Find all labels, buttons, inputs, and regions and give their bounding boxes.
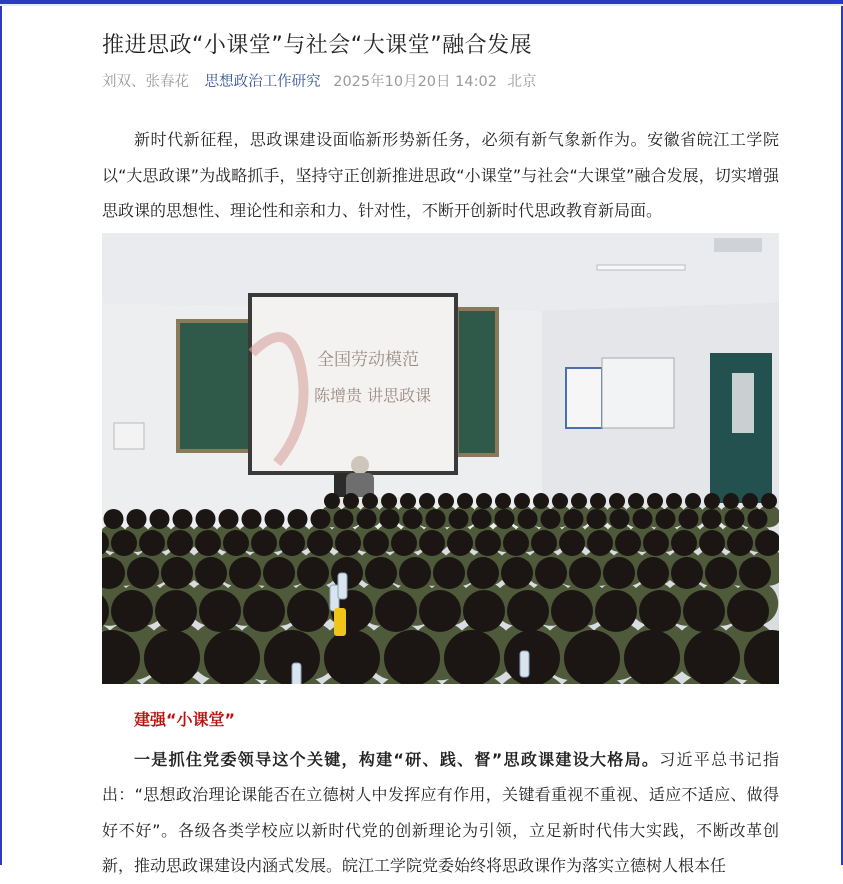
article	[102, 24, 779, 884]
student-head	[569, 557, 601, 589]
student-head	[699, 530, 725, 556]
student-head	[384, 630, 440, 684]
student-head	[173, 509, 193, 529]
projector	[714, 238, 762, 252]
student-head	[324, 630, 380, 684]
student-head	[705, 557, 737, 589]
student-head	[263, 557, 295, 589]
student-head	[365, 557, 397, 589]
student-head	[111, 590, 153, 632]
article-datetime: 2025年10月20日 14:02	[333, 74, 497, 90]
student-head	[564, 630, 620, 684]
student-head	[725, 509, 745, 529]
student-head	[552, 493, 568, 509]
student-head	[656, 509, 676, 529]
lecture-hall-photo	[102, 233, 779, 684]
student-head	[363, 530, 389, 556]
student-head	[495, 509, 515, 529]
student-head	[504, 630, 560, 684]
student-head	[204, 630, 260, 684]
student-head	[144, 630, 200, 684]
student-head	[684, 630, 740, 684]
student-head	[609, 493, 625, 509]
projector-screen	[252, 297, 454, 471]
audience	[102, 493, 779, 684]
student-head	[559, 530, 585, 556]
student-head	[195, 530, 221, 556]
student-head	[541, 509, 561, 529]
student-head	[279, 530, 305, 556]
student-head	[219, 509, 239, 529]
student-head	[457, 493, 473, 509]
student-head	[357, 509, 377, 529]
student-head	[501, 557, 533, 589]
student-head	[476, 493, 492, 509]
student-head	[761, 493, 777, 509]
student-head	[127, 509, 147, 529]
student-head	[610, 509, 630, 529]
top-divider	[0, 4, 843, 6]
student-head	[551, 590, 593, 632]
student-head	[403, 509, 423, 529]
student-head	[739, 557, 771, 589]
student-head	[531, 530, 557, 556]
notice-board-1	[566, 368, 602, 428]
student-head	[447, 530, 473, 556]
student-head	[671, 557, 703, 589]
article-authors: 刘双、张春花	[102, 74, 189, 90]
student-head	[167, 530, 193, 556]
student-head	[495, 493, 511, 509]
student-head	[727, 590, 769, 632]
ceiling-lamp	[597, 265, 685, 270]
student-head	[587, 509, 607, 529]
student-head	[199, 590, 241, 632]
student-head	[628, 493, 644, 509]
student-head	[297, 557, 329, 589]
student-head	[343, 493, 359, 509]
student-head	[727, 530, 753, 556]
student-head	[647, 493, 663, 509]
student-head	[287, 590, 329, 632]
student-head	[335, 530, 361, 556]
student-head	[503, 530, 529, 556]
water-bottle	[292, 663, 301, 684]
student-head	[748, 509, 768, 529]
student-head	[633, 509, 653, 529]
article-title: 推进思政“小课堂”与社会“大课堂”融合发展	[102, 33, 533, 58]
student-head	[533, 493, 549, 509]
article-column-link[interactable]: 思想政治工作研究	[204, 74, 321, 90]
section-heading: 建强“小课堂”	[134, 709, 236, 729]
student-head	[104, 509, 124, 529]
chalkboard-right	[457, 309, 497, 455]
student-head	[223, 530, 249, 556]
student-head	[603, 557, 635, 589]
lecturer-head	[351, 456, 369, 474]
student-head	[637, 557, 669, 589]
student-head	[243, 590, 285, 632]
student-head	[624, 630, 680, 684]
screen-line1: 全国劳动模范	[317, 349, 419, 370]
student-head	[311, 509, 331, 529]
student-head	[196, 509, 216, 529]
student-head	[472, 509, 492, 529]
student-head	[564, 509, 584, 529]
section-paragraph-text: 习近平总书记指出：“思想政治理论课能否在立德树人中发挥应有作用，关键看重视不重视、适应不适应、做得好不好”。各级各类学校应以新时代党的创新理论为引领，立足新时代伟大实践，不断改革创新，推动思政课建设内涵式发展。皖江工学院党委始终将思政课作为落实立德树人根本任	[102, 749, 779, 875]
student-head	[683, 590, 725, 632]
student-head	[307, 530, 333, 556]
student-head	[380, 509, 400, 529]
student-head	[426, 509, 446, 529]
juice-bottle	[334, 608, 346, 636]
section-paragraph-lead: 一是抓住党委领导这个关键，构建“研、践、督”思政课建设大格局。	[134, 749, 660, 769]
student-head	[595, 590, 637, 632]
student-head	[666, 493, 682, 509]
student-head	[679, 509, 699, 529]
student-head	[127, 557, 159, 589]
intro-paragraph: 新时代新征程，思政课建设面临新形势新任务，必须有新气象新作为。安徽省皖江工学院以“大思政课”为战略抓手，坚持守正创新推进思政“小课堂”与社会“大课堂”融合发展，切实增强思政课的思想性、理论性和亲和力、针对性，不断开创新时代思政教育新局面。	[102, 130, 779, 220]
student-head	[742, 493, 758, 509]
notice-board-2	[602, 358, 674, 428]
student-head	[438, 493, 454, 509]
student-head	[518, 509, 538, 529]
student-head	[444, 630, 500, 684]
student-head	[251, 530, 277, 556]
student-head	[155, 590, 197, 632]
student-head	[514, 493, 530, 509]
student-head	[195, 557, 227, 589]
student-head	[150, 509, 170, 529]
screen-line2: 陈增贵 讲思政课	[314, 385, 432, 405]
student-head	[449, 509, 469, 529]
student-head	[704, 493, 720, 509]
door-window	[732, 373, 754, 433]
student-head	[242, 509, 262, 529]
student-head	[419, 530, 445, 556]
section-paragraph	[102, 742, 779, 884]
student-head	[571, 493, 587, 509]
student-head	[362, 493, 378, 509]
water-bottle	[520, 651, 529, 677]
student-head	[265, 509, 285, 529]
student-head	[391, 530, 417, 556]
student-head	[507, 590, 549, 632]
student-head	[288, 509, 308, 529]
student-head	[475, 530, 501, 556]
student-head	[229, 557, 261, 589]
water-bottle	[338, 573, 347, 599]
student-head	[139, 530, 165, 556]
student-head	[535, 557, 567, 589]
student-head	[463, 590, 505, 632]
student-head	[587, 530, 613, 556]
article-location: 北京	[507, 74, 537, 90]
student-head	[643, 530, 669, 556]
student-head	[324, 493, 340, 509]
student-head	[161, 557, 193, 589]
student-head	[381, 493, 397, 509]
student-head	[400, 493, 416, 509]
student-head	[723, 493, 739, 509]
wall-sign	[114, 423, 144, 449]
student-head	[399, 557, 431, 589]
student-head	[334, 509, 354, 529]
chalkboard-left	[178, 321, 252, 451]
student-head	[467, 557, 499, 589]
student-head	[375, 590, 417, 632]
student-head	[419, 493, 435, 509]
student-head	[685, 493, 701, 509]
student-head	[433, 557, 465, 589]
article-meta	[102, 72, 779, 92]
student-head	[671, 530, 697, 556]
student-head	[111, 530, 137, 556]
student-head	[419, 590, 461, 632]
student-head	[590, 493, 606, 509]
student-head	[639, 590, 681, 632]
student-head	[615, 530, 641, 556]
student-head	[702, 509, 722, 529]
